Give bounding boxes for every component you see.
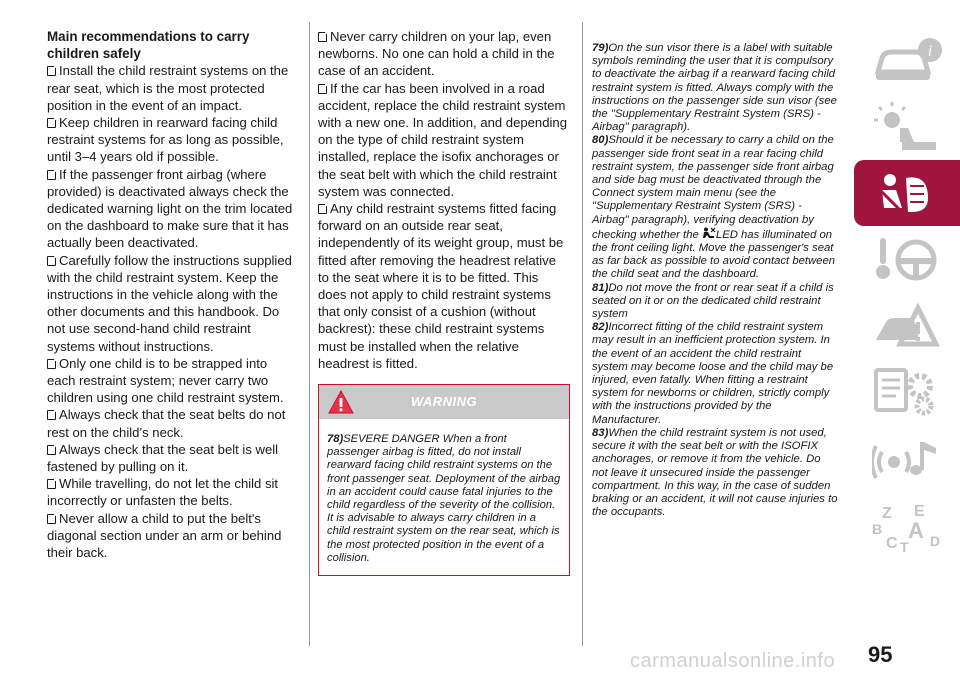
checkbox-bullet-icon	[47, 66, 56, 76]
note-number: 78)	[327, 433, 344, 446]
column-1	[47, 28, 299, 561]
bullet-item: Never carry children on your lap, even newborns. No one can hold a child in the case of an accident.	[318, 29, 555, 79]
note-item: 80)Should it be necessary to carry a child on the passenger side front seat in a rear facing child restraint system, the passenger side front airbag and side bag must be deactivated through the Connect system main menu (see the "Supplementary Restraint System (SRS) - Airbag" paragraph), verifying deactivation by checking whether the LED has illuminated on the front ceiling light. Move the passenger's seat as far back as possible to avoid contact between the child seat and the dashboard.	[592, 134, 836, 281]
note-item: 82)Incorrect fitting of the child restraint system may result in an inefficient protection system. In the event of an accident the child restraint system may become loose and the child may be injured, even fatally. When fitting a restraint system for newborns or children, strictly comply with the instructions provided by the Manufacturer.	[592, 321, 834, 426]
index-letter-d: D	[930, 533, 941, 549]
key-steering-wheel-icon	[872, 234, 946, 286]
tab-starting-driving[interactable]	[854, 226, 960, 292]
checkbox-bullet-icon	[47, 256, 56, 266]
index-letter-e: E	[914, 503, 925, 520]
warning-header	[319, 385, 569, 419]
svg-text:i: i	[927, 43, 933, 60]
section-heading: Main recommendations to carry children safely	[47, 29, 250, 62]
warning-box	[318, 384, 570, 576]
bullet-item: Any child restraint systems fitted facing forward on an outside rear seat, independently of its weight group, must be fitted after removing the headrest relative to the seat where it is to be fitted. This does not apply to child restraint systems that only consist of a cushion (without backrest): these child restraint systems must be installed when the relative headrest is fitted.	[318, 201, 564, 371]
bullet-item: Install the child restraint systems on the rear seat, which is the most protected position in the event of an impact.	[47, 63, 289, 113]
checkbox-bullet-icon	[47, 118, 56, 128]
checkbox-bullet-icon	[47, 410, 56, 420]
tab-dashboard-lights[interactable]	[854, 94, 960, 160]
bullet-item: Only one child is to be strapped into each restraint system; never carry two children using one child restraint system.	[47, 355, 284, 406]
warning-text: 78)SEVERE DANGER When a front passenger airbag is fitted, do not install rearward facing child restraint systems on the front passenger seat. Deployment of the airbag in an accident could cause fatal injuries to the child regardless of the severity of the collision. It is advisable to always carry children in a child restraint system on the rear seat, which is the most protected position in the event of a collision.	[327, 433, 561, 564]
index-letter-z: Z	[882, 505, 892, 522]
dashboard-lights-icon	[872, 102, 946, 154]
index-letter-t: T	[900, 539, 909, 554]
column-divider	[582, 22, 583, 646]
page-number: 95	[868, 642, 893, 667]
tab-maintenance[interactable]	[854, 358, 960, 424]
warning-label: WARNING	[410, 394, 478, 410]
emergency-breakdown-icon	[872, 300, 946, 352]
index-letter-a: A	[908, 518, 924, 543]
checkbox-bullet-icon	[47, 170, 56, 180]
bullet-item: Never allow a child to put the belt's diagonal section under an arm or behind their back.	[47, 510, 282, 561]
checkbox-bullet-icon	[47, 514, 56, 524]
note-number: 82)	[592, 321, 609, 334]
watermark: carmanualsonline.info	[630, 650, 836, 672]
seatbelt-safety-icon	[872, 168, 946, 220]
bullet-item: While travelling, do not let the child sit incorrectly or unfasten the belts.	[47, 476, 279, 509]
tab-index[interactable]	[854, 490, 960, 556]
alphabetical-index-icon	[872, 498, 946, 554]
airbag-off-led-icon	[702, 227, 716, 239]
column-divider	[309, 22, 310, 646]
warning-triangle-icon	[327, 389, 355, 415]
index-letter-b: B	[872, 521, 883, 537]
checkbox-bullet-icon	[47, 359, 56, 369]
index-letter-c: C	[886, 535, 898, 552]
tab-car-info[interactable]	[854, 28, 960, 94]
bullet-item: Carefully follow the instructions supplied with the child restraint system. Keep the instructions in the vehicle along with the other documents and this handbook. Do not use second-hand child restraint systems without instructions.	[47, 252, 292, 354]
note-item: 81)Do not move the front or rear seat if a child is seated on it or on the dedicated child restraint system	[592, 281, 834, 321]
column-3	[592, 42, 838, 519]
note-item: 79)On the sun visor there is a label with suitable symbols reminding the user that it is compulsory to deactivate the airbag if a rearward facing child restraint system is fitted. Always comply with the instructions on the passenger side sun visor (see the "Supplementary Restraint System (SRS) - Airbag" paragraph).	[592, 42, 837, 134]
car-info-icon	[872, 36, 946, 88]
checkbox-bullet-icon	[47, 479, 56, 489]
bullet-item: If the passenger front airbag (where provided) is deactivated always check the dedicated warning light on the trim located on the dashboard to make sure that it has actually been deactivated.	[47, 166, 293, 251]
tab-safety[interactable]	[854, 160, 960, 226]
tab-multimedia[interactable]	[854, 424, 960, 490]
bullet-item: Keep children in rearward facing child restraint systems for as long as possible, until 3–4 years old if possible.	[47, 115, 284, 165]
note-number: 83)	[592, 426, 609, 439]
note-number: 81)	[592, 281, 609, 294]
tab-emergency[interactable]	[854, 292, 960, 358]
checkbox-bullet-icon	[318, 204, 327, 214]
column-2	[318, 28, 570, 576]
bullet-item: Always check that the seat belts do not rest on the child’s neck.	[47, 407, 286, 440]
maintenance-gears-icon	[872, 366, 946, 418]
checkbox-bullet-icon	[47, 445, 56, 455]
bullet-item: Always check that the seat belt is well fastened by pulling on it.	[47, 441, 279, 475]
bullet-item: If the car has been involved in a road accident, replace the child restraint system with a new one. In addition, and depending on the type of child restraint system installed, replace the isofix anchorages or the seat belt with which the child restraint system was connected.	[318, 80, 567, 199]
note-number: 80)	[592, 134, 609, 147]
chapter-sidebar	[854, 28, 960, 556]
checkbox-bullet-icon	[318, 32, 327, 42]
multimedia-icon	[872, 432, 946, 484]
note-item: 83)When the child restraint system is not used, secure it with the seat belt or with the ISOFIX anchorages, or remove it from the vehicle. Do not leave it unsecured inside the passenger compartment. In this way, in the case of sudden braking or an accident, it will not cause injuries to the occupants.	[592, 426, 838, 519]
note-number: 79)	[592, 42, 609, 54]
checkbox-bullet-icon	[318, 84, 327, 94]
